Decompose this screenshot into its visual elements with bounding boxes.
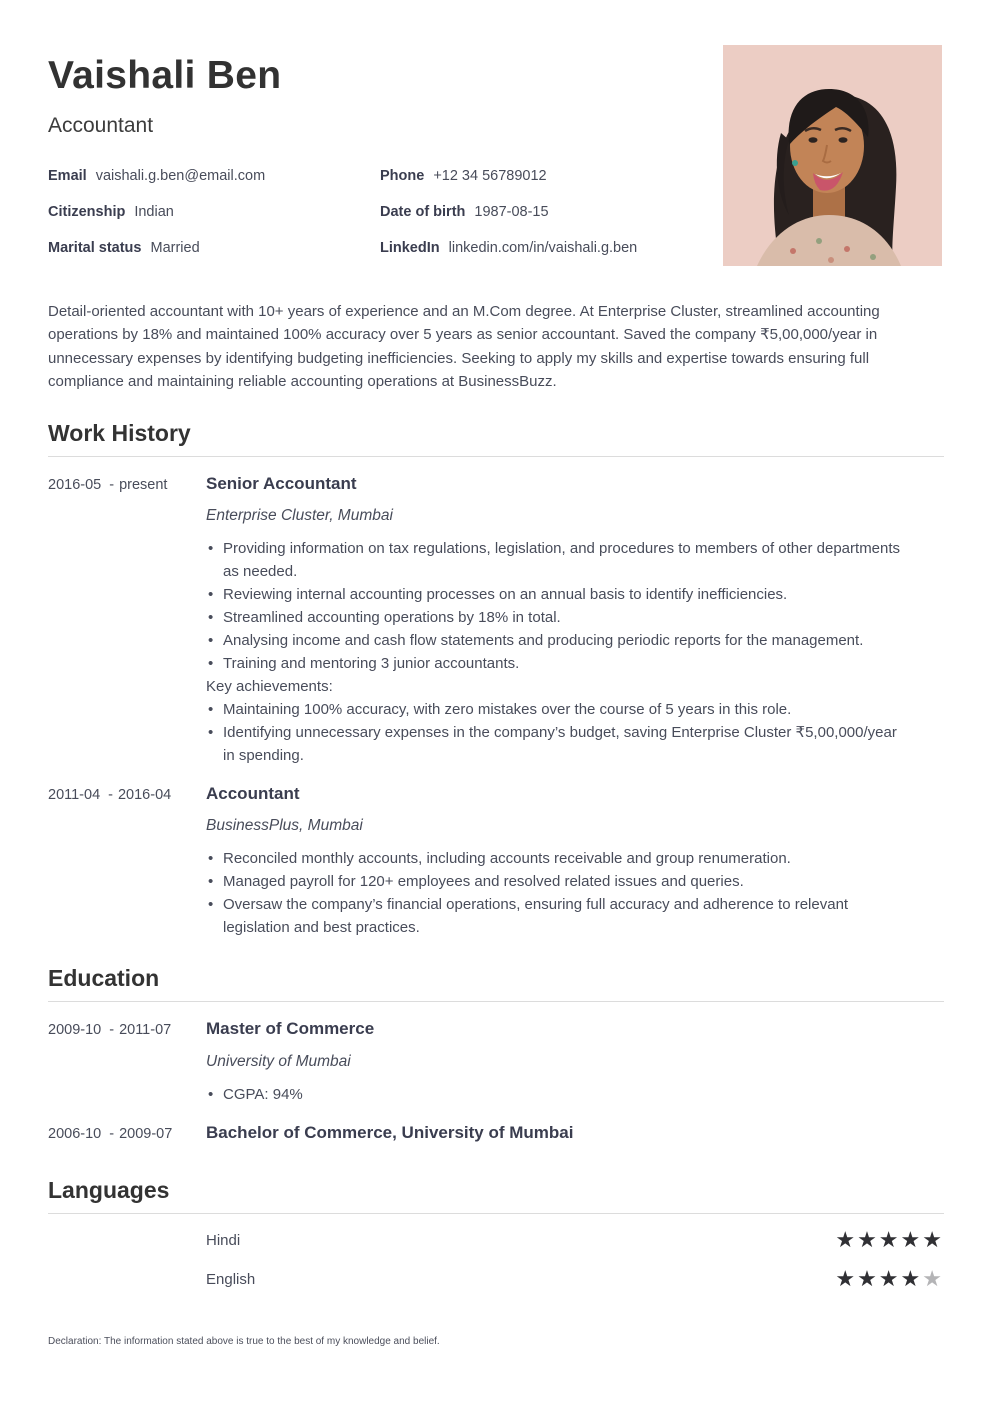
education-section	[48, 965, 944, 1143]
job-title: Accountant	[206, 783, 300, 803]
language-row	[48, 1227, 944, 1253]
date-start: 2011-04	[48, 786, 101, 803]
star-filled-icon: ★	[900, 1226, 923, 1252]
star-filled-icon: ★	[878, 1226, 901, 1252]
star-filled-icon: ★	[835, 1265, 858, 1291]
work-entry	[48, 784, 944, 939]
bullet-item: • Reconciled monthly accounts, including accounts receivable and group renumeration.	[206, 847, 906, 870]
star-filled-icon: ★	[857, 1226, 879, 1252]
entry-date	[48, 474, 206, 767]
section-divider	[48, 1001, 944, 1002]
dob-label: Date of birth	[380, 204, 466, 221]
star-filled-icon: ★	[857, 1265, 879, 1291]
contact-date-of-birth	[380, 205, 708, 220]
contact-info	[48, 169, 708, 257]
email-label: Email	[48, 167, 87, 184]
summary-paragraph: Detail-oriented accountant with 10+ years of experience and an M.Com degree. At Enterprise Cluster, streamlined accounting operations by 18% and maintained 100% accuracy over 5 years as senior accountant. Saved the company ₹5,00,000/year in unnecessary expenses by identifying budgeting inefficiencies. Seeking to apply my skills and expertise towards ensuring full compliance and maintaining reliable accounting operations at BusinessBuzz.	[48, 302, 880, 391]
job-title: Senior Accountant	[206, 473, 357, 493]
work-history-section	[48, 420, 944, 940]
bullet-item: • Training and mentoring 3 junior accountants.	[206, 652, 906, 675]
education-entry	[48, 1123, 944, 1143]
bullet-item: • Identifying unnecessary expenses in the company’s budget, saving Enterprise Cluster ₹5,00,000/year in spending.	[206, 721, 906, 767]
work-history-heading: Work History	[48, 419, 191, 446]
name-heading: Vaishali Ben	[48, 54, 282, 97]
job-subtitle: Accountant	[48, 113, 154, 137]
contact-linkedin	[380, 241, 708, 256]
contact-email	[48, 169, 380, 184]
bullet-item: • Managed payroll for 120+ employees and resolved related issues and queries.	[206, 870, 906, 893]
languages-section	[48, 1177, 944, 1292]
declaration-text: Declaration: The information stated above is true to the best of my knowledge and belief.	[48, 1336, 440, 1347]
star-filled-icon: ★	[922, 1226, 944, 1252]
star-empty-icon: ★	[922, 1265, 944, 1291]
marital-status-label: Marital status	[48, 240, 142, 257]
company-name: Enterprise Cluster, Mumbai	[206, 506, 393, 524]
key-achievements-list	[206, 698, 906, 767]
language-rating-stars	[835, 1226, 944, 1252]
date-end: 2016-04	[117, 786, 172, 803]
citizenship-label: Citizenship	[48, 204, 126, 221]
bullet-item: • Maintaining 100% accuracy, with zero mistakes over the course of 5 years in this role.	[206, 698, 906, 721]
bullet-item: • Reviewing internal accounting processes on an annual basis to identify inefficiencies.	[206, 583, 906, 606]
education-details-list	[206, 1083, 906, 1106]
profile-photo	[723, 45, 942, 266]
star-filled-icon: ★	[835, 1226, 858, 1252]
linkedin-value: linkedin.com/in/vaishali.g.ben	[448, 240, 638, 257]
school-name: University of Mumbai	[206, 1052, 351, 1070]
date-separator: -	[109, 1022, 115, 1039]
date-end: 2011-07	[119, 1022, 172, 1039]
language-name: Hindi	[206, 1231, 241, 1249]
contact-marital-status	[48, 241, 380, 256]
date-separator: -	[109, 1125, 115, 1142]
entry-body	[206, 784, 944, 939]
entry-date	[48, 1019, 206, 1105]
marital-status-value: Married	[150, 240, 200, 257]
contact-phone	[380, 169, 708, 184]
linkedin-label: LinkedIn	[380, 240, 440, 257]
language-name: English	[206, 1270, 256, 1288]
section-divider	[48, 456, 944, 457]
phone-label: Phone	[380, 167, 425, 184]
date-start: 2016-05	[48, 476, 102, 493]
entry-body	[206, 1123, 944, 1143]
company-name: BusinessPlus, Mumbai	[206, 817, 363, 835]
section-divider	[48, 1213, 944, 1214]
entry-body	[206, 474, 944, 767]
entry-date	[48, 784, 206, 939]
bullet-item: • Providing information on tax regulations, legislation, and procedures to members of other departments as needed.	[206, 537, 906, 583]
work-entry	[48, 474, 944, 767]
phone-value: +12 34 56789012	[433, 167, 547, 184]
date-start: 2006-10	[48, 1125, 102, 1142]
email-value: vaishali.g.ben@email.com	[95, 167, 266, 184]
degree-title: Bachelor of Commerce, University of Mumbai	[206, 1122, 574, 1142]
citizenship-value: Indian	[134, 204, 174, 221]
language-row	[48, 1266, 944, 1292]
job-duties-list	[206, 847, 906, 939]
entry-date	[48, 1123, 206, 1143]
profile-photo-illustration	[723, 45, 942, 266]
bullet-item: • Streamlined accounting operations by 18% in total.	[206, 606, 906, 629]
date-end: 2009-07	[119, 1125, 173, 1142]
star-filled-icon: ★	[878, 1265, 901, 1291]
bullet-item: • CGPA: 94%	[206, 1083, 906, 1106]
contact-citizenship	[48, 205, 380, 220]
dob-value: 1987-08-15	[474, 204, 549, 221]
date-start: 2009-10	[48, 1022, 102, 1039]
star-filled-icon: ★	[900, 1265, 923, 1291]
date-separator: -	[109, 476, 115, 493]
job-duties-list	[206, 537, 906, 675]
date-end: present	[119, 476, 168, 493]
date-separator: -	[108, 786, 113, 803]
key-achievements-label: Key achievements:	[206, 677, 333, 695]
education-entry	[48, 1019, 944, 1105]
degree-title: Master of Commerce	[206, 1019, 375, 1039]
header	[48, 56, 944, 257]
languages-heading: Languages	[48, 1177, 170, 1204]
education-heading: Education	[48, 965, 160, 992]
language-rating-stars	[835, 1265, 944, 1291]
bullet-item: • Oversaw the company’s financial operations, ensuring full accuracy and adherence to relevant legislation and best practices.	[206, 893, 906, 939]
bullet-item: • Analysing income and cash flow statements and producing periodic reports for the management.	[206, 629, 906, 652]
entry-body	[206, 1019, 944, 1105]
